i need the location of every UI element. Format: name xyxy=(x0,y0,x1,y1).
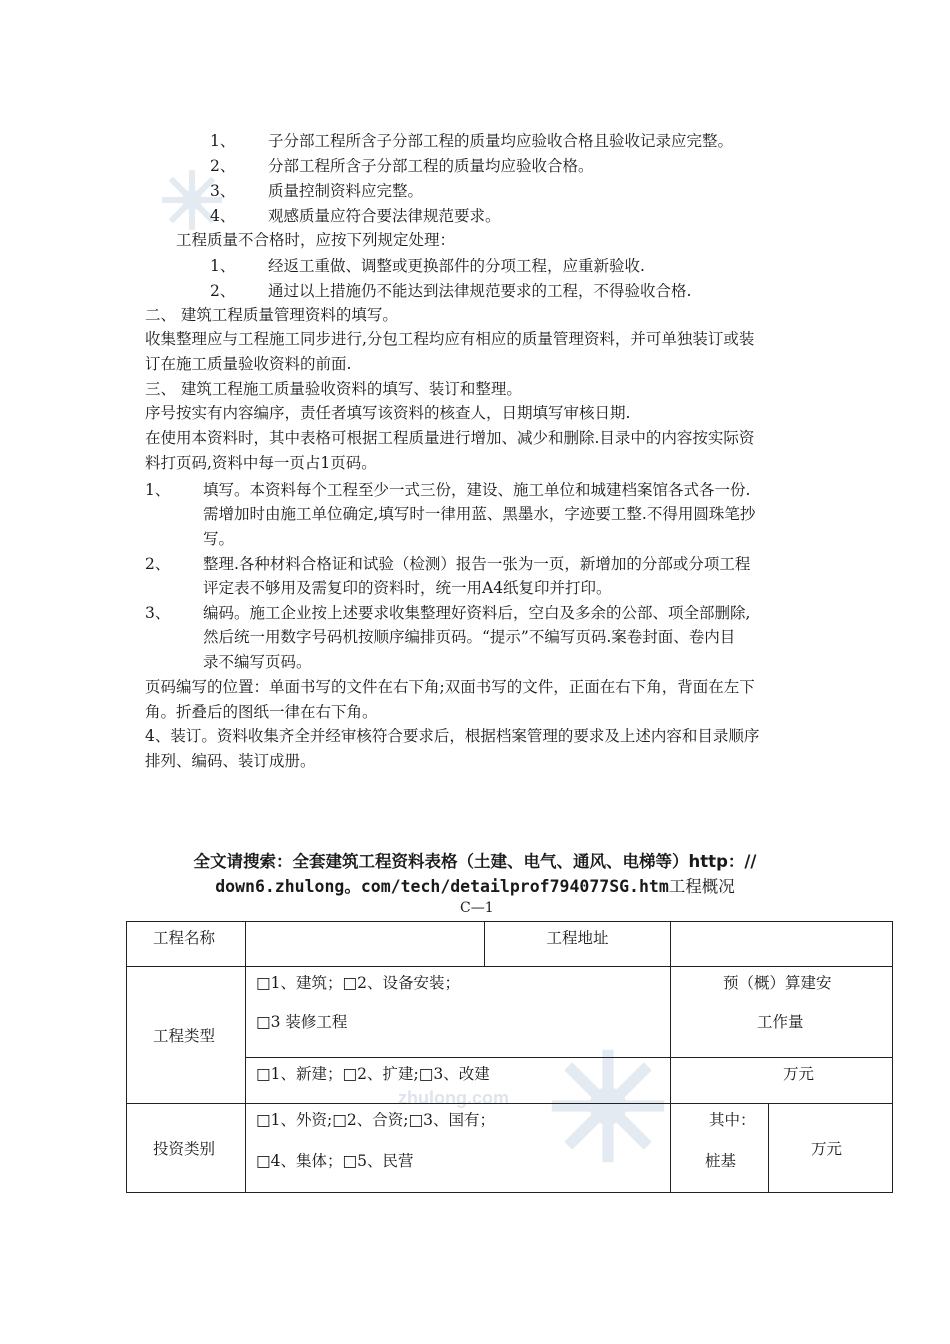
table-cell xyxy=(671,1104,769,1193)
investment-type-label: 投资类别 xyxy=(153,1140,216,1158)
list-item-line: 评定表不够用及需复印的资料时，统一用A4纸复印并打印。 xyxy=(203,579,612,597)
investment-options-line2[interactable]: □4、集体；□5、民营 xyxy=(256,1152,414,1170)
paragraph-line: 料打页码,资料中每一页占1页码。 xyxy=(145,454,377,472)
budget-label-line1: 预（概）算建安 xyxy=(723,974,832,992)
list-item-line: 写。 xyxy=(203,530,235,548)
investment-options-line1[interactable]: □1、外资;□2、合资;□3、国有； xyxy=(256,1111,495,1129)
table-cell xyxy=(246,1104,671,1193)
project-type-options-line2[interactable]: □3 装修工程 xyxy=(256,1013,348,1031)
pile-unit: 万元 xyxy=(811,1140,843,1158)
list-item-number: 2、 xyxy=(210,157,236,175)
paragraph-line: 序号按实有内容编序，责任者填写该资料的核查人，日期填写审核日期. xyxy=(145,404,631,422)
among-label: 其中： xyxy=(709,1111,756,1129)
paragraph-line: 收集整理应与工程施工同步进行,分包工程均应有相应的质量管理资料，并可单独装订或装 xyxy=(145,330,755,348)
table-cell xyxy=(485,922,671,967)
table-row xyxy=(127,967,893,1058)
paragraph-line: 在使用本资料时，其中表格可根据工程质量进行增加、减少和删除.目录中的内容按实际资 xyxy=(145,429,755,447)
list-item-line: 填写。本资料每个工程至少一式三份，建设、施工单位和城建档案馆各式各一份. xyxy=(203,481,751,499)
project-address-label: 工程地址 xyxy=(546,929,609,947)
list-item-text: 质量控制资料应完整。 xyxy=(268,182,424,200)
project-type-label: 工程类型 xyxy=(153,1027,216,1045)
paragraph-unqualified-intro: 工程质量不合格时，应按下列规定处理： xyxy=(176,231,456,249)
table-cell xyxy=(246,967,671,1058)
paragraph-line: 4、装订。资料收集齐全并经审核符合要求后，根据档案管理的要求及上述内容和目录顺序 xyxy=(145,727,760,745)
list-item-number: 3、 xyxy=(210,182,236,200)
list-item-number: 1、 xyxy=(210,257,236,275)
list-item-line: 录不编写页码。 xyxy=(203,653,312,671)
table-row xyxy=(127,922,893,967)
list-item-text: 经返工重做、调整或更换部件的分项工程，应重新验收. xyxy=(268,257,645,275)
list-item-text: 观感质量应符合要法律规范要求。 xyxy=(268,207,501,225)
list-item-number: 1、 xyxy=(145,481,171,499)
list-item-number: 3、 xyxy=(145,604,171,622)
paragraph-line: 页码编写的位置：单面书写的文件在右下角;双面书写的文件，正面在右下角，背面在左下 xyxy=(145,678,755,696)
table-cell xyxy=(127,922,246,967)
table-row xyxy=(127,1104,893,1193)
project-address-value[interactable] xyxy=(671,922,893,967)
list-item-text: 分部工程所含子分部工程的质量均应验收合格。 xyxy=(268,157,594,175)
list-item-line: 编码。施工企业按上述要求收集整理好资料后，空白及多余的公部、项全部删除, xyxy=(203,604,751,622)
download-link[interactable]: down6.zhulong。com/tech/detailprof794077SG.htm xyxy=(215,877,669,896)
pile-foundation-label: 桩基 xyxy=(705,1152,737,1170)
list-item-number: 2、 xyxy=(145,555,171,573)
list-item-text: 子分部工程所含子分部工程的质量均应验收合格且验收记录应完整。 xyxy=(268,132,734,150)
form-code: C—1 xyxy=(460,900,494,916)
budget-unit: 万元 xyxy=(783,1065,815,1083)
list-item-text: 通过以上措施仍不能达到法律规范要求的工程，不得验收合格. xyxy=(268,282,692,300)
table-cell xyxy=(127,1104,246,1193)
table-cell xyxy=(127,967,246,1104)
list-item-number: 2、 xyxy=(210,282,236,300)
section-title-project-overview: 工程概况 xyxy=(668,877,735,896)
table-cell xyxy=(769,1104,893,1193)
search-title-line2 xyxy=(0,873,950,897)
project-name-label: 工程名称 xyxy=(153,929,216,947)
paragraph-line: 排列、编码、装订成册。 xyxy=(145,752,316,770)
table-cell xyxy=(671,967,893,1058)
list-item-line: 然后统一用数字号码机按顺序编排页码。“提示”不编写页码.案卷封面、卷内目 xyxy=(203,628,736,646)
project-name-value[interactable] xyxy=(246,922,485,967)
budget-label-line2: 工作量 xyxy=(757,1013,804,1031)
project-type-options-line1[interactable]: □1、建筑；□2、设备安装； xyxy=(256,974,461,992)
project-overview-table xyxy=(126,921,893,1193)
table-cell xyxy=(671,1058,893,1104)
table-cell xyxy=(246,1058,671,1104)
section-heading-2: 二、 建筑工程质量管理资料的填写。 xyxy=(145,306,398,324)
watermark-text: zhulong.com xyxy=(398,1088,509,1108)
construction-nature-options[interactable]: □1、新建；□2、扩建;□3、改建 xyxy=(256,1065,490,1083)
list-item-number: 4、 xyxy=(210,207,236,225)
list-item-line: 需增加时由施工单位确定,填写时一律用蓝、黑墨水，字迹要工整.不得用圆珠笔抄 xyxy=(203,505,756,523)
list-item-line: 整理.各种材料合格证和试验（检测）报告一张为一页，新增加的分部或分项工程 xyxy=(203,555,751,573)
paragraph-line: 角。折叠后的图纸一律在右下角。 xyxy=(145,703,378,721)
paragraph-line: 订在施工质量验收资料的前面. xyxy=(145,355,352,373)
list-item-number: 1、 xyxy=(210,132,236,150)
section-heading-3: 三、 建筑工程施工质量验收资料的填写、装订和整理。 xyxy=(145,380,522,398)
search-title-line1: 全文请搜索：全套建筑工程资料表格（土建、电气、通风、电梯等）http：// xyxy=(193,852,757,871)
